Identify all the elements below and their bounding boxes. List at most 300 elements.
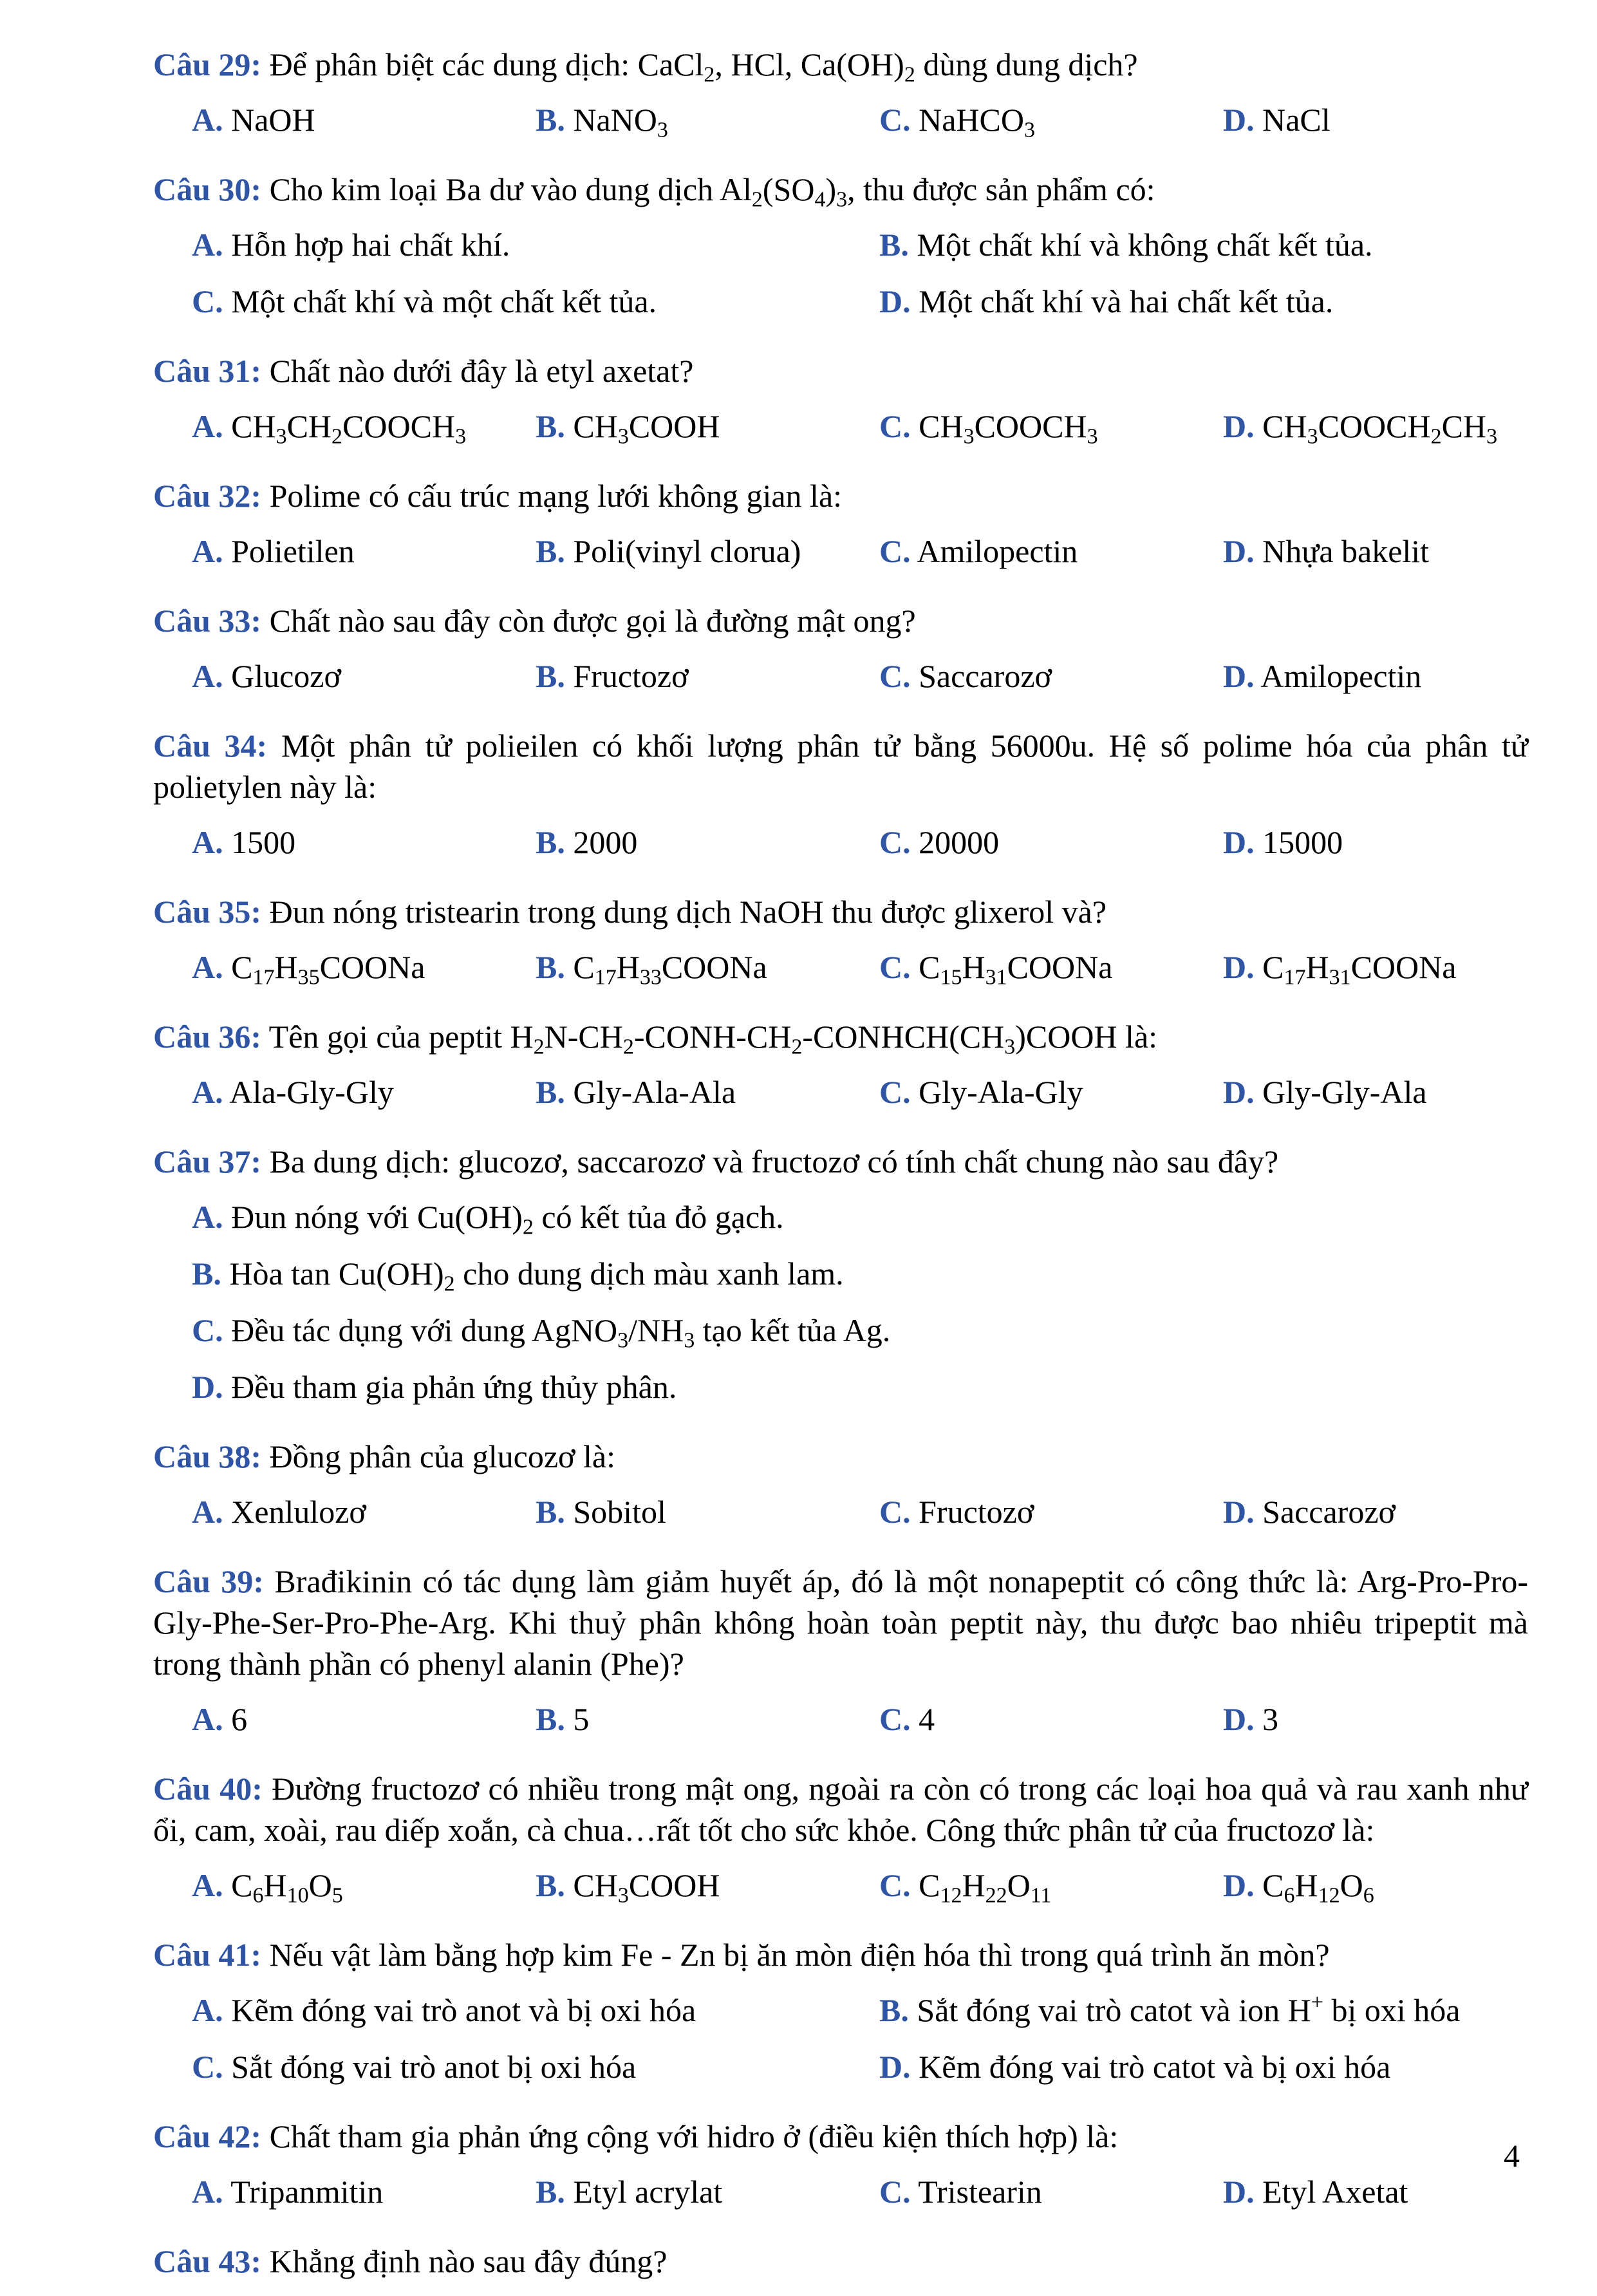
text-segment: COONa [319, 949, 425, 985]
text-segment: cho dung dịch màu xanh lam. [454, 1256, 844, 1292]
answer-option [1184, 822, 1528, 863]
text-segment: ) [825, 171, 837, 207]
text-segment: Saccarozơ [1254, 1494, 1396, 1530]
answer-option [153, 1310, 1528, 1351]
subscript: 3 [1087, 424, 1098, 449]
subscript: 3 [1023, 118, 1035, 142]
text-segment: Xenlulozơ [223, 1494, 366, 1530]
text-segment: COOH [628, 408, 720, 444]
subscript: 4 [814, 187, 826, 212]
subscript: 3 [657, 118, 668, 142]
text-segment: Brađikinin có tác dụng làm giảm huyết áp, đó là một nonapeptit có công thức là: Arg-Pro-Pro-Gly-Phe-Ser-Pro-Phe-Arg. Khi thuỷ phân không hoàn toàn peptit này, thu được bao nhiêu tripeptit mà trong thành phần có phenyl alanin (Phe)? [153, 1563, 1528, 1682]
option-letter: D. [879, 283, 911, 319]
question-text [153, 2241, 1528, 2282]
text-segment: H [962, 1867, 985, 1903]
text-segment: Glucozơ [223, 658, 341, 694]
option-letter: D. [879, 2049, 911, 2085]
question-text [153, 1561, 1528, 1684]
option-letter: B. [536, 102, 565, 138]
subscript: 2 [791, 1035, 803, 1059]
text-segment: Kẽm đóng vai trò catot và bị oxi hóa [910, 2049, 1391, 2085]
subscript: 3 [617, 1883, 629, 1908]
question-text [153, 1934, 1528, 1975]
answer-options [153, 1491, 1528, 1548]
answer-option [1184, 1865, 1528, 1906]
subscript: 3 [1307, 424, 1318, 449]
subscript: 2 [522, 1215, 534, 1239]
question-number: Câu 40: [153, 1771, 263, 1807]
question-text [153, 169, 1528, 210]
answer-option [1184, 1491, 1528, 1532]
question-text [153, 2116, 1528, 2157]
text-segment: Đun nóng tristearin trong dung dịch NaOH thu được glixerol và? [261, 894, 1107, 930]
option-letter: D. [192, 1369, 223, 1405]
question-number: Câu 39: [153, 1563, 264, 1599]
text-segment: Poli(vinyl clorua) [565, 533, 801, 569]
text-segment: Saccarozơ [910, 658, 1052, 694]
question-number: Câu 38: [153, 1438, 262, 1474]
answer-option [497, 406, 841, 447]
text-segment: NaNO [565, 102, 657, 138]
subscript: 31 [985, 965, 1007, 990]
text-segment: COOH [628, 1867, 720, 1903]
option-letter: D. [1223, 533, 1255, 569]
text-segment: Để phân biệt các dung dịch: CaCl [261, 46, 704, 82]
subscript: 2 [622, 1035, 634, 1059]
option-letter: D. [1223, 824, 1255, 860]
question-block [153, 44, 1528, 156]
text-segment: Một chất khí và một chất kết tủa. [223, 283, 657, 319]
text-segment: CH [910, 408, 964, 444]
answer-option [497, 1865, 841, 1906]
text-segment: Gly-Gly-Ala [1254, 1074, 1427, 1110]
option-letter: B. [536, 1867, 565, 1903]
question-number: Câu 32: [153, 478, 262, 514]
question-block [153, 2116, 1528, 2228]
text-segment: C [565, 949, 595, 985]
text-segment: CH [1254, 408, 1307, 444]
text-segment: CH [565, 408, 618, 444]
text-segment: COOCH [342, 408, 456, 444]
text-segment: H [1294, 1867, 1318, 1903]
option-letter: C. [192, 283, 223, 319]
text-segment: 15000 [1254, 824, 1343, 860]
text-segment: C [910, 1867, 940, 1903]
option-letter: B. [192, 1256, 221, 1292]
option-letter: A. [192, 1701, 223, 1737]
answer-options [153, 406, 1528, 462]
answer-option [497, 2171, 841, 2212]
option-letter: B. [536, 408, 565, 444]
answer-option [841, 406, 1184, 447]
option-letter: A. [192, 1494, 223, 1530]
question-block [153, 1436, 1528, 1548]
answer-option [153, 406, 497, 447]
text-segment: Một phân tử polieilen có khối lượng phân tử bằng 56000u. Hệ số polime hóa của phân tử polietylen này là: [153, 728, 1528, 805]
subscript: 3 [684, 1328, 695, 1353]
text-segment: )COOH là: [1015, 1019, 1158, 1055]
answer-option [1184, 655, 1528, 697]
text-segment: C [223, 1867, 253, 1903]
text-segment: 4 [910, 1701, 935, 1737]
text-segment: COOCH [974, 408, 1087, 444]
answer-option [841, 1071, 1184, 1113]
text-segment: 6 [223, 1701, 248, 1737]
text-segment: CH [565, 1867, 618, 1903]
subscript: 31 [1329, 965, 1351, 990]
text-segment: , thu được sản phẩm có: [847, 171, 1155, 207]
text-segment: có kết tủa đỏ gạch. [533, 1199, 784, 1235]
question-text [153, 350, 1528, 391]
answer-option [153, 1990, 841, 2031]
answer-option [841, 531, 1184, 572]
option-letter: D. [1223, 408, 1255, 444]
answer-option [153, 281, 841, 322]
text-segment: Nhựa bakelit [1254, 533, 1430, 569]
answer-option [1184, 1698, 1528, 1740]
page-number: 4 [1504, 2138, 1520, 2174]
answer-option [153, 1253, 1528, 1294]
answer-options [153, 1196, 1528, 1423]
answer-option [153, 1071, 497, 1113]
text-segment: Polietilen [223, 533, 355, 569]
answer-option [1184, 531, 1528, 572]
text-segment: COONa [1350, 949, 1457, 985]
subscript: 3 [1486, 424, 1498, 449]
question-block [153, 725, 1528, 878]
text-segment: COONa [661, 949, 767, 985]
option-letter: C. [192, 2049, 223, 2085]
answer-option [841, 1865, 1184, 1906]
answer-option [153, 822, 497, 863]
text-segment: Một chất khí và không chất kết tủa. [908, 227, 1373, 263]
question-block [153, 891, 1528, 1003]
option-letter: C. [879, 533, 911, 569]
answer-option [497, 531, 841, 572]
subscript: 2 [1430, 424, 1442, 449]
subscript: 6 [1363, 1883, 1374, 1908]
answer-option [153, 1698, 497, 1740]
answer-options [153, 655, 1528, 712]
text-segment: O [1340, 1867, 1363, 1903]
question-number: Câu 41: [153, 1937, 262, 1973]
subscript: 3 [276, 424, 287, 449]
text-segment: Kẽm đóng vai trò anot và bị oxi hóa [223, 1992, 696, 2028]
subscript: 15 [940, 965, 962, 990]
question-text [153, 600, 1528, 641]
text-segment: Polime có cấu trúc mạng lưới không gian là: [261, 478, 843, 514]
text-segment: 3 [1254, 1701, 1279, 1737]
text-segment: CH [286, 408, 332, 444]
answer-option [841, 224, 1528, 265]
answer-option [841, 281, 1528, 322]
question-block [153, 350, 1528, 462]
text-segment: Đều tác dụng với dung AgNO [223, 1312, 618, 1348]
answer-options [153, 99, 1528, 156]
text-segment: Chất nào sau đây còn được gọi là đường mật ong? [261, 603, 916, 639]
text-segment: Hòa tan Cu(OH) [221, 1256, 444, 1292]
answer-option [841, 1990, 1528, 2031]
answer-options [153, 2171, 1528, 2228]
answer-option [497, 99, 841, 140]
option-letter: B. [536, 1701, 565, 1737]
text-segment: Tristearin [910, 2174, 1042, 2210]
text-segment: 20000 [910, 824, 1000, 860]
answer-option [1184, 2171, 1528, 2212]
answer-option [1184, 99, 1528, 140]
option-letter: A. [192, 824, 223, 860]
option-letter: D. [1223, 1074, 1255, 1110]
option-letter: C. [879, 949, 911, 985]
question-number: Câu 43: [153, 2243, 262, 2279]
subscript: 12 [940, 1883, 962, 1908]
answer-option [497, 822, 841, 863]
option-letter: C. [879, 824, 911, 860]
option-letter: B. [879, 227, 909, 263]
answer-option [497, 1491, 841, 1532]
text-segment: , HCl, Ca(OH) [714, 46, 904, 82]
answer-option [153, 99, 497, 140]
question-text [153, 1141, 1528, 1182]
option-letter: A. [192, 227, 223, 263]
text-segment: Nếu vật làm bằng hợp kim Fe - Zn bị ăn mòn điện hóa thì trong quá trình ăn mòn? [261, 1937, 1330, 1973]
answer-option [153, 2171, 497, 2212]
option-letter: A. [192, 533, 223, 569]
option-letter: A. [192, 949, 223, 985]
text-segment: CH [1441, 408, 1487, 444]
option-letter: C. [879, 102, 911, 138]
subscript: 22 [985, 1883, 1007, 1908]
question-block [153, 475, 1528, 587]
option-letter: C. [879, 1494, 911, 1530]
question-text [153, 891, 1528, 932]
text-segment: /NH [628, 1312, 684, 1348]
text-segment: Chất tham gia phản ứng cộng với hidro ở (điều kiện thích hợp) là: [261, 2118, 1119, 2154]
question-block [153, 600, 1528, 712]
subscript: 35 [297, 965, 320, 990]
text-segment: bị oxi hóa [1323, 1992, 1461, 2028]
answer-option [153, 946, 497, 988]
text-segment: Amilopectin [910, 533, 1078, 569]
subscript: 3 [617, 1328, 629, 1353]
question-text [153, 1768, 1528, 1850]
text-segment: Đường fructozơ có nhiều trong mật ong, ngoài ra còn có trong các loại hoa quả và rau xanh như ổi, cam, xoài, rau diếp xoắn, cà chua…rất tốt cho sức khỏe. Công thức phân tử của fructozơ là: [153, 1771, 1528, 1848]
text-segment: H [616, 949, 640, 985]
option-letter: D. [1223, 1701, 1255, 1737]
answer-options [153, 531, 1528, 587]
subscript: 3 [963, 424, 975, 449]
option-letter: D. [1223, 1494, 1255, 1530]
option-letter: A. [192, 1867, 223, 1903]
text-segment: Sắt đóng vai trò anot bị oxi hóa [223, 2049, 637, 2085]
question-number: Câu 35: [153, 894, 262, 930]
text-segment: H [962, 949, 985, 985]
option-letter: B. [536, 1494, 565, 1530]
text-segment: Sắt đóng vai trò catot và ion H [908, 1992, 1311, 2028]
question-text [153, 44, 1528, 85]
subscript: 2 [444, 1272, 455, 1296]
subscript: 33 [639, 965, 662, 990]
question-text [153, 725, 1528, 807]
answer-option [153, 1491, 497, 1532]
option-letter: D. [1223, 2174, 1255, 2210]
text-segment: 2000 [565, 824, 638, 860]
subscript: 10 [286, 1883, 309, 1908]
text-segment: Etyl Axetat [1254, 2174, 1408, 2210]
option-letter: A. [192, 2174, 223, 2210]
answer-options [153, 1071, 1528, 1128]
option-letter: B. [536, 533, 565, 569]
option-letter: B. [536, 658, 565, 694]
text-segment: Sobitol [565, 1494, 666, 1530]
text-segment: Hỗn hợp hai chất khí. [223, 227, 510, 263]
answer-option [841, 2171, 1184, 2212]
option-letter: A. [192, 1074, 223, 1110]
question-number: Câu 42: [153, 2118, 262, 2154]
subscript: 11 [1030, 1883, 1052, 1908]
option-letter: D. [1223, 658, 1255, 694]
option-letter: C. [879, 1074, 911, 1110]
text-segment: C [223, 949, 253, 985]
option-letter: C. [879, 2174, 911, 2210]
question-number: Câu 29: [153, 46, 262, 82]
text-segment: Gly-Ala-Gly [910, 1074, 1083, 1110]
answer-option [153, 655, 497, 697]
answer-options [153, 946, 1528, 1003]
text-segment: H [263, 1867, 287, 1903]
text-segment: Tripanmitin [223, 2174, 384, 2210]
answer-option [841, 822, 1184, 863]
question-block [153, 1016, 1528, 1128]
answer-option [841, 1491, 1184, 1532]
option-letter: A. [192, 1992, 223, 2028]
question-number: Câu 33: [153, 603, 262, 639]
text-segment: C [1254, 1867, 1284, 1903]
answer-option [1184, 946, 1528, 988]
answer-options [153, 822, 1528, 878]
subscript: 12 [1318, 1883, 1340, 1908]
option-letter: C. [879, 1701, 911, 1737]
subscript: 2 [751, 187, 763, 212]
text-segment: COONa [1007, 949, 1113, 985]
subscript: 2 [704, 62, 715, 87]
subscript: 3 [836, 187, 848, 212]
text-segment: Đều tham gia phản ứng thủy phân. [223, 1369, 677, 1405]
subscript: 17 [594, 965, 617, 990]
text-segment: Ba dung dịch: glucozơ, saccarozơ và fructozơ có tính chất chung nào sau đây? [261, 1143, 1279, 1180]
subscript: 3 [617, 424, 629, 449]
option-letter: C. [192, 1312, 223, 1348]
answer-option [153, 2046, 841, 2087]
text-segment: Fructozơ [565, 658, 689, 694]
text-segment: NaHCO [910, 102, 1024, 138]
answer-option [497, 1071, 841, 1113]
answer-option [497, 946, 841, 988]
option-letter: C. [879, 658, 911, 694]
option-letter: B. [879, 1992, 909, 2028]
text-segment: Chất nào dưới đây là etyl axetat? [261, 353, 694, 389]
subscript: 6 [1284, 1883, 1295, 1908]
subscript: 17 [252, 965, 275, 990]
option-letter: A. [192, 658, 223, 694]
answer-option [841, 946, 1184, 988]
superscript: + [1311, 1990, 1323, 2015]
question-text [153, 1436, 1528, 1477]
question-number: Câu 30: [153, 171, 262, 207]
text-segment: NaOH [223, 102, 315, 138]
text-segment: Đồng phân của glucozơ là: [261, 1438, 615, 1474]
text-segment: H [274, 949, 298, 985]
answer-options [153, 1865, 1528, 1921]
text-segment: C [910, 949, 940, 985]
text-segment: Ala-Gly-Gly [223, 1074, 394, 1110]
text-segment: CH [223, 408, 276, 444]
question-number: Câu 34: [153, 728, 268, 764]
question-text [153, 1016, 1528, 1057]
question-block [153, 1768, 1528, 1921]
text-segment: O [308, 1867, 332, 1903]
text-segment: Amilopectin [1254, 658, 1422, 694]
text-segment: O [1007, 1867, 1031, 1903]
subscript: 3 [455, 424, 467, 449]
answer-option [153, 1366, 1528, 1407]
subscript: 3 [1004, 1035, 1016, 1059]
question-block [153, 1561, 1528, 1755]
text-segment: dùng dung dịch? [915, 46, 1138, 82]
answer-option [1184, 406, 1528, 447]
question-number: Câu 37: [153, 1143, 262, 1180]
answer-options [153, 1698, 1528, 1755]
option-letter: D. [1223, 102, 1255, 138]
option-letter: A. [192, 408, 223, 444]
answer-option [841, 2046, 1528, 2087]
option-letter: B. [536, 949, 565, 985]
subscript: 2 [332, 424, 343, 449]
text-segment: tạo kết tủa Ag. [695, 1312, 891, 1348]
question-block [153, 1141, 1528, 1423]
answer-options [153, 224, 1528, 337]
text-segment: Gly-Ala-Ala [565, 1074, 736, 1110]
text-segment: 5 [565, 1701, 590, 1737]
option-letter: B. [536, 824, 565, 860]
answer-option [1184, 1071, 1528, 1113]
question-number: Câu 36: [153, 1019, 262, 1055]
answer-options [153, 1990, 1528, 2103]
subscript: 2 [533, 1035, 545, 1059]
answer-option [841, 1698, 1184, 1740]
subscript: 17 [1284, 965, 1306, 990]
question-block [153, 1934, 1528, 2103]
text-segment: 1500 [223, 824, 296, 860]
option-letter: B. [536, 2174, 565, 2210]
text-segment: Fructozơ [910, 1494, 1034, 1530]
text-segment: -CONHCH(CH [802, 1019, 1005, 1055]
text-segment: H [1305, 949, 1329, 985]
text-segment: Tên gọi của peptit H [261, 1019, 534, 1055]
subscript: 5 [332, 1883, 343, 1908]
exam-page [153, 31, 1528, 2296]
question-block [153, 2241, 1528, 2282]
option-letter: C. [879, 1867, 911, 1903]
text-segment: C [1254, 949, 1284, 985]
question-text [153, 475, 1528, 516]
subscript: 2 [904, 62, 915, 87]
option-letter: D. [1223, 949, 1255, 985]
answer-option [497, 655, 841, 697]
option-letter: D. [1223, 1867, 1255, 1903]
text-segment: Cho kim loại Ba dư vào dung dịch Al [261, 171, 752, 207]
question-number: Câu 31: [153, 353, 262, 389]
